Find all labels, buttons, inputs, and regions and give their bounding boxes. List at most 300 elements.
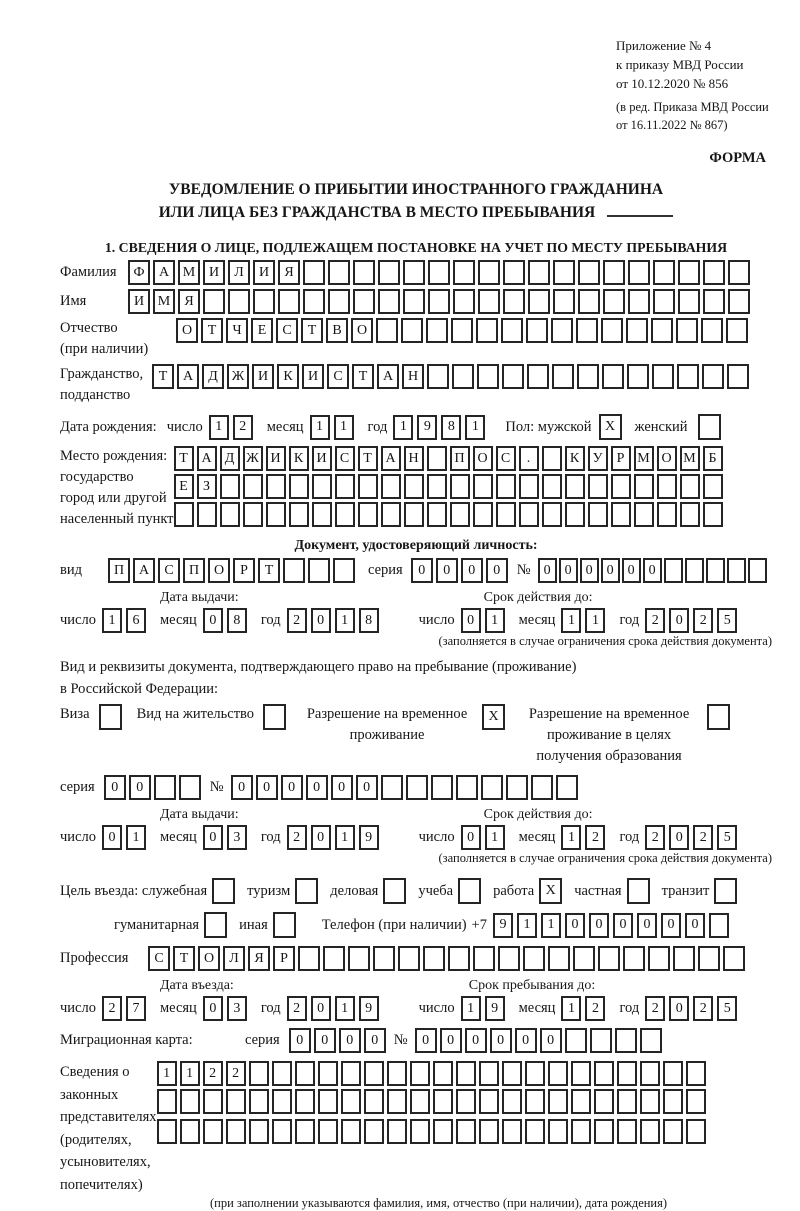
form-cell[interactable] — [703, 260, 725, 285]
form-cell[interactable]: 0 — [538, 558, 557, 583]
form-cell[interactable] — [703, 289, 725, 314]
form-cell[interactable]: X — [482, 704, 505, 730]
form-cell[interactable] — [578, 289, 600, 314]
form-cell[interactable]: 2 — [645, 996, 665, 1021]
form-cell[interactable] — [426, 318, 448, 343]
form-cell[interactable] — [686, 1061, 706, 1086]
form-cell[interactable]: 0 — [440, 1028, 462, 1053]
form-cell[interactable]: 1 — [517, 913, 537, 938]
form-cell[interactable] — [387, 1061, 407, 1086]
form-cell[interactable]: 1 — [335, 825, 355, 850]
form-cell[interactable] — [551, 318, 573, 343]
purpose-study-checkbox[interactable] — [458, 878, 484, 904]
residence-number-cells[interactable] — [231, 775, 581, 800]
form-cell[interactable]: . — [519, 446, 539, 471]
form-cell[interactable] — [709, 913, 729, 938]
form-cell[interactable] — [528, 289, 550, 314]
form-cell[interactable]: Т — [258, 558, 280, 583]
form-cell[interactable]: 0 — [461, 558, 483, 583]
form-cell[interactable] — [243, 502, 263, 527]
form-cell[interactable]: Р — [273, 946, 295, 971]
purpose-other-checkbox[interactable] — [273, 912, 299, 938]
purpose-business-checkbox[interactable] — [212, 878, 238, 904]
form-cell[interactable] — [663, 1089, 683, 1114]
form-cell[interactable] — [387, 1119, 407, 1144]
form-cell[interactable]: 0 — [102, 825, 122, 850]
form-cell[interactable]: 1 — [485, 825, 505, 850]
form-cell[interactable] — [458, 878, 481, 904]
form-cell[interactable] — [473, 946, 495, 971]
profession-cells[interactable] — [148, 946, 748, 971]
form-cell[interactable]: 3 — [227, 996, 247, 1021]
form-cell[interactable] — [410, 1061, 430, 1086]
form-cell[interactable]: 1 — [465, 415, 485, 440]
form-cell[interactable] — [318, 1061, 338, 1086]
form-cell[interactable]: 0 — [643, 558, 662, 583]
form-cell[interactable] — [531, 775, 553, 800]
form-cell[interactable]: 1 — [126, 825, 146, 850]
form-cell[interactable] — [678, 260, 700, 285]
identity-issue-day[interactable] — [102, 608, 150, 633]
form-cell[interactable] — [243, 474, 263, 499]
form-cell[interactable] — [703, 502, 723, 527]
form-cell[interactable]: 1 — [561, 608, 581, 633]
form-cell[interactable] — [481, 775, 503, 800]
form-cell[interactable] — [328, 289, 350, 314]
form-cell[interactable]: 0 — [411, 558, 433, 583]
form-cell[interactable]: 0 — [461, 825, 481, 850]
form-cell[interactable] — [728, 289, 750, 314]
form-cell[interactable] — [298, 946, 320, 971]
form-cell[interactable] — [502, 1119, 522, 1144]
form-cell[interactable] — [571, 1089, 591, 1114]
form-cell[interactable]: А — [133, 558, 155, 583]
form-cell[interactable] — [496, 502, 516, 527]
form-cell[interactable] — [180, 1089, 200, 1114]
form-cell[interactable] — [526, 318, 548, 343]
form-cell[interactable]: 1 — [585, 608, 605, 633]
form-cell[interactable] — [179, 775, 201, 800]
form-cell[interactable]: 0 — [540, 1028, 562, 1053]
form-cell[interactable]: 8 — [441, 415, 461, 440]
identity-valid-day[interactable] — [461, 608, 509, 633]
form-cell[interactable] — [451, 318, 473, 343]
form-cell[interactable]: И — [128, 289, 150, 314]
form-cell[interactable]: 1 — [102, 608, 122, 633]
form-cell[interactable] — [571, 1061, 591, 1086]
form-cell[interactable]: 0 — [669, 608, 689, 633]
form-cell[interactable] — [308, 558, 330, 583]
form-cell[interactable]: К — [277, 364, 299, 389]
form-cell[interactable] — [295, 1061, 315, 1086]
purpose-work-checkbox[interactable] — [539, 878, 565, 904]
sex-female-checkbox[interactable] — [698, 414, 724, 440]
entry-month[interactable] — [203, 996, 251, 1021]
form-cell[interactable] — [378, 260, 400, 285]
form-cell[interactable]: 2 — [645, 825, 665, 850]
residence-valid-year[interactable] — [645, 825, 741, 850]
form-cell[interactable]: И — [253, 260, 275, 285]
form-cell[interactable]: 0 — [306, 775, 328, 800]
form-cell[interactable] — [99, 704, 122, 730]
residence-valid-month[interactable] — [561, 825, 609, 850]
form-cell[interactable]: 0 — [486, 558, 508, 583]
form-cell[interactable] — [427, 446, 447, 471]
form-cell[interactable]: М — [178, 260, 200, 285]
form-cell[interactable] — [197, 502, 217, 527]
form-cell[interactable]: Н — [404, 446, 424, 471]
form-cell[interactable]: 1 — [485, 608, 505, 633]
form-cell[interactable] — [702, 364, 724, 389]
form-cell[interactable] — [477, 364, 499, 389]
form-cell[interactable]: 1 — [541, 913, 561, 938]
form-cell[interactable]: 1 — [180, 1061, 200, 1086]
form-cell[interactable] — [657, 474, 677, 499]
form-cell[interactable]: Б — [703, 446, 723, 471]
form-cell[interactable] — [295, 1119, 315, 1144]
form-cell[interactable] — [502, 1061, 522, 1086]
form-cell[interactable]: 0 — [559, 558, 578, 583]
form-cell[interactable]: И — [312, 446, 332, 471]
form-cell[interactable]: И — [203, 260, 225, 285]
form-cell[interactable]: X — [599, 414, 622, 440]
form-cell[interactable]: Д — [220, 446, 240, 471]
form-cell[interactable] — [714, 878, 737, 904]
form-cell[interactable] — [456, 1119, 476, 1144]
patronymic-cells[interactable] — [176, 318, 751, 343]
entry-year[interactable] — [287, 996, 383, 1021]
form-cell[interactable] — [410, 1089, 430, 1114]
form-cell[interactable] — [335, 474, 355, 499]
form-cell[interactable]: 1 — [561, 825, 581, 850]
form-cell[interactable] — [323, 946, 345, 971]
form-cell[interactable]: 0 — [314, 1028, 336, 1053]
form-cell[interactable] — [573, 946, 595, 971]
form-cell[interactable] — [358, 502, 378, 527]
identity-number-cells[interactable] — [538, 558, 769, 583]
form-cell[interactable] — [253, 289, 275, 314]
form-cell[interactable]: И — [252, 364, 274, 389]
form-cell[interactable]: 0 — [580, 558, 599, 583]
form-cell[interactable] — [358, 474, 378, 499]
form-cell[interactable]: 0 — [601, 558, 620, 583]
form-cell[interactable]: 1 — [334, 415, 354, 440]
form-cell[interactable] — [353, 289, 375, 314]
form-cell[interactable] — [727, 364, 749, 389]
form-cell[interactable] — [628, 260, 650, 285]
form-cell[interactable] — [634, 474, 654, 499]
form-cell[interactable] — [272, 1061, 292, 1086]
form-cell[interactable] — [678, 289, 700, 314]
form-cell[interactable] — [502, 1089, 522, 1114]
form-cell[interactable]: С — [158, 558, 180, 583]
form-cell[interactable] — [318, 1119, 338, 1144]
form-cell[interactable] — [272, 1089, 292, 1114]
form-cell[interactable] — [220, 502, 240, 527]
form-cell[interactable]: 8 — [359, 608, 379, 633]
option-visa-checkbox[interactable] — [99, 704, 125, 730]
form-cell[interactable] — [525, 1089, 545, 1114]
form-cell[interactable]: М — [680, 446, 700, 471]
surname-cells[interactable] — [128, 260, 753, 285]
form-cell[interactable] — [673, 946, 695, 971]
form-cell[interactable] — [652, 364, 674, 389]
form-cell[interactable] — [728, 260, 750, 285]
form-cell[interactable] — [577, 364, 599, 389]
form-cell[interactable] — [203, 1119, 223, 1144]
form-cell[interactable] — [376, 318, 398, 343]
form-cell[interactable] — [453, 260, 475, 285]
form-cell[interactable]: 2 — [226, 1061, 246, 1086]
form-cell[interactable]: К — [565, 446, 585, 471]
stay-day[interactable] — [461, 996, 509, 1021]
form-cell[interactable]: 5 — [717, 608, 737, 633]
form-cell[interactable] — [648, 946, 670, 971]
form-cell[interactable] — [623, 946, 645, 971]
form-cell[interactable]: 2 — [693, 825, 713, 850]
form-cell[interactable]: 2 — [585, 996, 605, 1021]
form-cell[interactable] — [364, 1119, 384, 1144]
form-cell[interactable]: П — [183, 558, 205, 583]
form-cell[interactable]: 5 — [717, 825, 737, 850]
form-cell[interactable] — [427, 364, 449, 389]
form-cell[interactable]: 0 — [415, 1028, 437, 1053]
form-cell[interactable] — [312, 474, 332, 499]
form-cell[interactable]: Н — [402, 364, 424, 389]
form-cell[interactable] — [542, 502, 562, 527]
form-cell[interactable] — [226, 1089, 246, 1114]
form-cell[interactable] — [664, 558, 683, 583]
form-cell[interactable] — [473, 502, 493, 527]
form-cell[interactable] — [663, 1119, 683, 1144]
form-cell[interactable] — [640, 1089, 660, 1114]
form-cell[interactable]: 3 — [227, 825, 247, 850]
form-cell[interactable] — [157, 1089, 177, 1114]
form-cell[interactable] — [157, 1119, 177, 1144]
form-cell[interactable] — [653, 260, 675, 285]
form-cell[interactable] — [266, 502, 286, 527]
form-cell[interactable]: 2 — [287, 996, 307, 1021]
form-cell[interactable] — [576, 318, 598, 343]
purpose-tourism-checkbox[interactable] — [295, 878, 321, 904]
form-cell[interactable]: Т — [358, 446, 378, 471]
form-cell[interactable] — [478, 260, 500, 285]
form-cell[interactable]: 0 — [515, 1028, 537, 1053]
form-cell[interactable]: 2 — [102, 996, 122, 1021]
form-cell[interactable]: Д — [202, 364, 224, 389]
form-cell[interactable] — [701, 318, 723, 343]
option-residence-permit-checkbox[interactable] — [263, 704, 289, 730]
form-cell[interactable] — [433, 1119, 453, 1144]
form-cell[interactable]: М — [634, 446, 654, 471]
form-cell[interactable]: 9 — [359, 825, 379, 850]
form-cell[interactable]: 1 — [461, 996, 481, 1021]
form-cell[interactable] — [295, 878, 318, 904]
form-cell[interactable] — [571, 1119, 591, 1144]
form-cell[interactable]: 2 — [287, 825, 307, 850]
form-cell[interactable] — [479, 1119, 499, 1144]
form-cell[interactable] — [410, 1119, 430, 1144]
form-cell[interactable]: 0 — [622, 558, 641, 583]
form-cell[interactable] — [427, 474, 447, 499]
form-cell[interactable] — [501, 318, 523, 343]
form-cell[interactable]: М — [153, 289, 175, 314]
form-cell[interactable]: 0 — [637, 913, 657, 938]
form-cell[interactable] — [328, 260, 350, 285]
form-cell[interactable] — [548, 1061, 568, 1086]
form-cell[interactable] — [433, 1061, 453, 1086]
form-cell[interactable]: 7 — [126, 996, 146, 1021]
form-cell[interactable]: К — [289, 446, 309, 471]
form-cell[interactable] — [180, 1119, 200, 1144]
form-cell[interactable] — [203, 289, 225, 314]
form-cell[interactable]: 6 — [126, 608, 146, 633]
purpose-commercial-checkbox[interactable] — [383, 878, 409, 904]
form-cell[interactable]: Р — [611, 446, 631, 471]
form-cell[interactable]: А — [153, 260, 175, 285]
phone-cells[interactable] — [493, 913, 733, 938]
form-cell[interactable]: Р — [233, 558, 255, 583]
form-cell[interactable]: 0 — [613, 913, 633, 938]
form-cell[interactable] — [627, 364, 649, 389]
form-cell[interactable] — [506, 775, 528, 800]
form-cell[interactable] — [503, 260, 525, 285]
form-cell[interactable] — [527, 364, 549, 389]
entry-day[interactable] — [102, 996, 150, 1021]
form-cell[interactable] — [542, 446, 562, 471]
form-cell[interactable] — [303, 289, 325, 314]
form-cell[interactable] — [523, 946, 545, 971]
form-cell[interactable]: 2 — [585, 825, 605, 850]
form-cell[interactable] — [383, 878, 406, 904]
form-cell[interactable] — [617, 1089, 637, 1114]
form-cell[interactable]: О — [473, 446, 493, 471]
migration-series-cells[interactable] — [289, 1028, 389, 1053]
birth-month-cells[interactable] — [310, 415, 358, 440]
form-cell[interactable] — [640, 1028, 662, 1053]
form-cell[interactable] — [220, 474, 240, 499]
form-cell[interactable] — [263, 704, 286, 730]
form-cell[interactable] — [273, 912, 296, 938]
form-cell[interactable] — [626, 318, 648, 343]
form-cell[interactable] — [154, 775, 176, 800]
form-cell[interactable] — [698, 946, 720, 971]
form-cell[interactable] — [423, 946, 445, 971]
form-cell[interactable]: Е — [174, 474, 194, 499]
form-cell[interactable] — [503, 289, 525, 314]
form-cell[interactable] — [289, 502, 309, 527]
form-cell[interactable] — [680, 474, 700, 499]
form-cell[interactable] — [448, 946, 470, 971]
form-cell[interactable] — [289, 474, 309, 499]
form-cell[interactable] — [603, 260, 625, 285]
form-cell[interactable]: 9 — [417, 415, 437, 440]
form-cell[interactable]: 0 — [490, 1028, 512, 1053]
form-cell[interactable] — [303, 260, 325, 285]
form-cell[interactable]: 0 — [203, 608, 223, 633]
form-cell[interactable] — [556, 775, 578, 800]
form-cell[interactable] — [548, 946, 570, 971]
form-cell[interactable] — [404, 502, 424, 527]
guardians-cells-row2[interactable] — [157, 1089, 709, 1114]
purpose-humanitarian-checkbox[interactable] — [204, 912, 230, 938]
form-cell[interactable]: 0 — [436, 558, 458, 583]
stay-month[interactable] — [561, 996, 609, 1021]
form-cell[interactable] — [657, 502, 677, 527]
form-cell[interactable]: 1 — [393, 415, 413, 440]
purpose-private-checkbox[interactable] — [627, 878, 653, 904]
form-cell[interactable]: И — [266, 446, 286, 471]
form-cell[interactable]: 9 — [493, 913, 513, 938]
guardians-cells-row1[interactable] — [157, 1061, 709, 1086]
form-cell[interactable]: 0 — [129, 775, 151, 800]
form-cell[interactable] — [565, 1028, 587, 1053]
form-cell[interactable] — [603, 289, 625, 314]
form-cell[interactable]: А — [197, 446, 217, 471]
residence-series-cells[interactable] — [104, 775, 204, 800]
form-cell[interactable] — [651, 318, 673, 343]
form-cell[interactable] — [676, 318, 698, 343]
form-cell[interactable] — [353, 260, 375, 285]
form-cell[interactable]: С — [335, 446, 355, 471]
form-cell[interactable] — [640, 1061, 660, 1086]
form-cell[interactable]: 0 — [281, 775, 303, 800]
form-cell[interactable]: 0 — [356, 775, 378, 800]
form-cell[interactable]: 1 — [310, 415, 330, 440]
form-cell[interactable]: Ч — [226, 318, 248, 343]
form-cell[interactable] — [450, 474, 470, 499]
form-cell[interactable]: 2 — [693, 608, 713, 633]
form-cell[interactable]: О — [657, 446, 677, 471]
form-cell[interactable] — [590, 1028, 612, 1053]
form-cell[interactable] — [726, 318, 748, 343]
identity-series-cells[interactable] — [411, 558, 511, 583]
form-cell[interactable] — [401, 318, 423, 343]
form-cell[interactable] — [318, 1089, 338, 1114]
form-cell[interactable]: 0 — [203, 825, 223, 850]
form-cell[interactable]: Я — [278, 260, 300, 285]
form-cell[interactable] — [476, 318, 498, 343]
form-cell[interactable] — [335, 502, 355, 527]
form-cell[interactable] — [479, 1061, 499, 1086]
form-cell[interactable] — [706, 558, 725, 583]
form-cell[interactable] — [594, 1119, 614, 1144]
residence-valid-day[interactable] — [461, 825, 509, 850]
form-cell[interactable] — [249, 1119, 269, 1144]
residence-issue-year[interactable] — [287, 825, 383, 850]
form-cell[interactable] — [588, 502, 608, 527]
form-cell[interactable]: 2 — [287, 608, 307, 633]
form-cell[interactable] — [387, 1089, 407, 1114]
form-cell[interactable] — [553, 260, 575, 285]
form-cell[interactable]: Т — [301, 318, 323, 343]
form-cell[interactable] — [204, 912, 227, 938]
form-cell[interactable]: С — [148, 946, 170, 971]
form-cell[interactable]: Ф — [128, 260, 150, 285]
form-cell[interactable] — [525, 1061, 545, 1086]
form-cell[interactable] — [627, 878, 650, 904]
form-cell[interactable]: 1 — [335, 996, 355, 1021]
form-cell[interactable] — [295, 1089, 315, 1114]
form-cell[interactable] — [525, 1119, 545, 1144]
form-cell[interactable]: С — [327, 364, 349, 389]
form-cell[interactable] — [553, 289, 575, 314]
form-cell[interactable] — [707, 704, 730, 730]
residence-issue-day[interactable] — [102, 825, 150, 850]
form-cell[interactable]: Л — [223, 946, 245, 971]
form-cell[interactable]: Л — [228, 260, 250, 285]
form-cell[interactable] — [348, 946, 370, 971]
